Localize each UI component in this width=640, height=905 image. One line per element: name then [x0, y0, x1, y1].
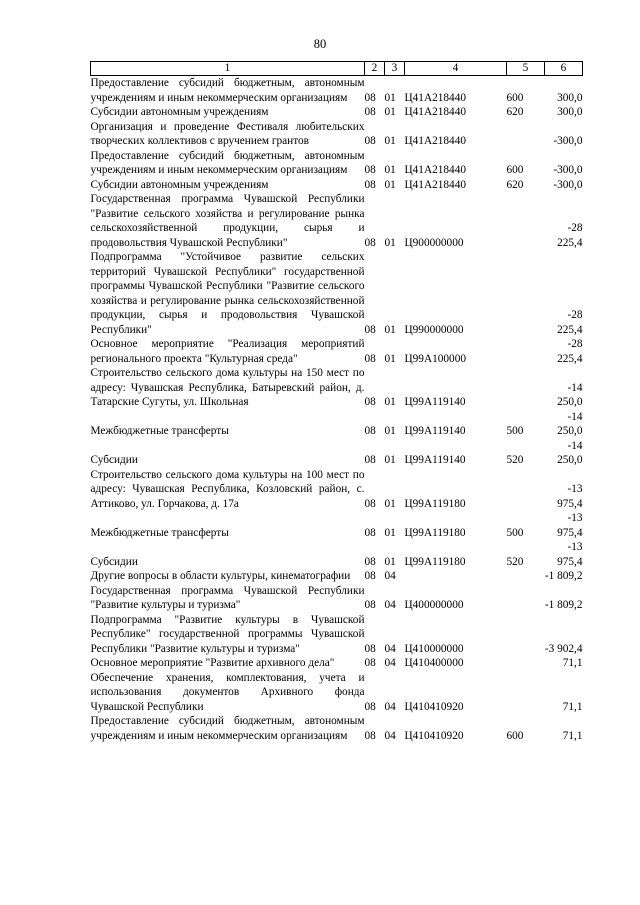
row-section: 08 [364, 178, 376, 191]
row-expense-type [507, 250, 545, 337]
row-subsection: 01 [384, 497, 396, 510]
col-header-subsection: 3 [385, 62, 405, 76]
row-section: 08 [364, 454, 376, 466]
row-amount: -13 975,4 [557, 541, 583, 568]
row-subsection: 01 [384, 352, 396, 365]
row-target-item: Ц410410920 [404, 729, 464, 742]
table-row [91, 584, 583, 613]
row-amount: -28 225,4 [557, 309, 583, 336]
row-target-item: Ц900000000 [404, 236, 464, 249]
row-subsection: 04 [384, 729, 396, 742]
row-expense-type [507, 120, 545, 149]
row-name: Строительство сельского дома культуры на 150 мест по адресу: Чувашская Республика, Батыревский район, д. Татарские Сугуты, ул. Школьная [90, 367, 365, 408]
row-section: 08 [364, 700, 376, 713]
row-name: Организация и проведение Фестиваля любительских творческих коллективов с вручением грантов [90, 120, 365, 147]
row-amount: -14 250,0 [557, 381, 583, 408]
row-name: Субсидии [90, 454, 138, 466]
row-name: Подпрограмма "Устойчивое развитие сельских территорий Чувашской Республики" государственной программы Чувашской Республики "Развитие сельского хозяйства и регулирование рынка сельскохозяйственной продукции, сырья и продовольствия Чувашской Республики" [90, 251, 365, 336]
row-subsection: 01 [384, 526, 396, 539]
row-amount: -1 809,2 [544, 570, 583, 582]
row-name: Подпрограмма "Развитие культуры в Чувашской Республике" государственной программы Чувашской Республики "Развитие культуры и туризма" [90, 613, 365, 655]
row-target-item: Ц99А100000 [404, 352, 467, 365]
row-target-item: Ц99А119180 [404, 555, 466, 568]
row-section: 08 [364, 135, 376, 147]
row-target-item: Ц41А218440 [404, 106, 467, 118]
row-expense-type: 500 [506, 526, 524, 539]
table-row [91, 656, 583, 671]
table-row [91, 149, 583, 178]
row-amount: -13 975,4 [557, 483, 583, 510]
row-amount: 71,1 [562, 700, 583, 713]
row-name: Основное мероприятие "Реализация мероприятий регионального проекта "Культурная среда" [90, 338, 365, 365]
table-body [91, 76, 583, 744]
row-amount: -14 250,0 [557, 410, 583, 437]
row-expense-type: 620 [506, 178, 524, 191]
row-subsection: 04 [384, 700, 396, 713]
row-name: Государственная программа Чувашской Республики "Развитие культуры и туризма" [90, 584, 365, 611]
row-subsection: 01 [384, 106, 396, 118]
row-amount: -300,0 [553, 135, 583, 147]
col-header-expense-type: 5 [507, 62, 545, 76]
row-expense-type [507, 584, 545, 613]
row-subsection: 04 [384, 570, 396, 582]
row-section: 08 [364, 352, 376, 365]
row-subsection: 01 [384, 164, 396, 176]
table-row [91, 250, 583, 337]
row-amount: 71,1 [562, 729, 583, 742]
row-subsection: 01 [384, 135, 396, 147]
row-name: Субсидии автономным учреждениям [90, 178, 269, 191]
row-expense-type: 600 [506, 729, 524, 742]
row-subsection: 01 [384, 454, 396, 466]
row-subsection: 04 [384, 657, 396, 669]
row-name: Субсидии автономным учреждениям [90, 106, 269, 118]
row-name: Другие вопросы в области культуры, кинематографии [90, 570, 351, 582]
row-name: Предоставление субсидий бюджетным, автономным учреждениям и иным некоммерческим организациям [90, 149, 365, 176]
row-target-item: Ц99А119180 [404, 497, 466, 510]
table-row [91, 410, 583, 439]
row-target-item: Ц410000000 [404, 642, 464, 655]
row-section: 08 [364, 425, 376, 437]
row-section: 08 [364, 599, 376, 611]
row-amount: 71,1 [562, 657, 583, 669]
col-header-section: 2 [365, 62, 385, 76]
row-target-item: Ц99А119180 [404, 526, 466, 539]
row-amount: 300,0 [557, 106, 583, 118]
row-subsection: 01 [384, 236, 396, 249]
row-section: 08 [364, 396, 376, 408]
row-amount: -1 809,2 [544, 599, 583, 611]
row-subsection: 01 [384, 555, 396, 568]
row-subsection: 01 [384, 425, 396, 437]
row-name: Предоставление субсидий бюджетным, автономным учреждениям и иным некоммерческим организациям [90, 77, 365, 104]
row-amount: -28 225,4 [557, 222, 583, 249]
row-subsection: 01 [384, 91, 396, 104]
row-name: Межбюджетные трансферты [90, 425, 229, 437]
table-row [91, 511, 583, 540]
row-expense-type [507, 656, 545, 671]
row-expense-type: 600 [506, 164, 524, 176]
row-section: 08 [364, 497, 376, 510]
row-amount: -28 225,4 [557, 338, 583, 365]
row-target-item: Ц410410920 [404, 700, 464, 713]
row-target-item: Ц99А119140 [404, 454, 466, 466]
row-name: Основное мероприятие "Развитие архивного дела" [90, 657, 335, 669]
row-subsection: 04 [384, 599, 396, 611]
row-expense-type: 600 [506, 91, 524, 104]
row-target-item: Ц400000000 [404, 599, 464, 611]
row-amount: 300,0 [557, 91, 583, 104]
table-row [91, 714, 583, 743]
row-expense-type [507, 366, 545, 410]
row-target-item [405, 569, 507, 584]
table-row [91, 120, 583, 149]
row-expense-type: 620 [506, 106, 524, 118]
row-amount: -3 902,4 [544, 642, 583, 655]
table-row [91, 192, 583, 250]
row-amount: -300,0 [553, 178, 583, 191]
row-section: 08 [364, 236, 376, 249]
table-header-row [91, 62, 583, 76]
row-amount: -13 975,4 [557, 512, 583, 539]
row-amount: -14 250,0 [557, 439, 583, 466]
col-header-amount: 6 [545, 62, 583, 76]
table-row [91, 337, 583, 366]
row-target-item: Ц410400000 [404, 657, 464, 669]
row-section: 08 [364, 106, 376, 118]
row-subsection: 01 [384, 323, 396, 336]
row-target-item: Ц990000000 [404, 323, 464, 336]
row-expense-type [507, 569, 545, 584]
row-section: 08 [364, 657, 376, 669]
row-expense-type: 520 [506, 454, 524, 466]
table-row [91, 468, 583, 512]
row-name: Межбюджетные трансферты [90, 526, 229, 539]
table-row [91, 439, 583, 468]
table-row [91, 105, 583, 120]
row-target-item: Ц99А119140 [404, 396, 466, 408]
table-row [91, 540, 583, 569]
row-subsection: 01 [384, 178, 396, 191]
row-expense-type: 500 [506, 425, 524, 437]
row-name: Предоставление субсидий бюджетным, автономным учреждениям и иным некоммерческим организациям [90, 715, 365, 742]
page-number: 80 [313, 37, 327, 51]
row-subsection: 01 [384, 396, 396, 408]
row-target-item: Ц41А218440 [404, 164, 467, 176]
row-target-item: Ц41А218440 [404, 178, 467, 191]
row-expense-type [507, 337, 545, 366]
row-expense-type [507, 468, 545, 512]
row-section: 08 [364, 729, 376, 742]
row-section: 08 [364, 526, 376, 539]
table-row [91, 613, 583, 657]
row-name: Государственная программа Чувашской Республики "Развитие сельского хозяйства и регулирование рынка сельскохозяйственной продукции, сырья и продовольствия Чувашской Республики" [90, 193, 365, 249]
row-amount: -300,0 [553, 164, 583, 176]
row-expense-type [507, 192, 545, 250]
row-name: Строительство сельского дома культуры на 100 мест по адресу: Чувашская Республика, Козловский район, с. Аттиково, ул. Горчакова, д. 17а [90, 468, 365, 510]
table-row [91, 366, 583, 410]
row-section: 08 [364, 164, 376, 176]
table-row [91, 76, 583, 106]
row-expense-type [507, 613, 545, 657]
row-expense-type [507, 671, 545, 715]
row-section: 08 [364, 91, 376, 104]
row-section: 08 [364, 323, 376, 336]
col-header-name: 1 [91, 62, 365, 76]
row-name: Обеспечение хранения, комплектования, учета и использования документов Архивного фонда Чувашской Республики [90, 671, 365, 713]
budget-table [90, 61, 583, 743]
table-row [91, 569, 583, 584]
row-target-item: Ц41А218440 [404, 135, 467, 147]
col-header-target-item: 4 [405, 62, 507, 76]
row-section: 08 [364, 555, 376, 568]
row-name: Субсидии [90, 555, 138, 568]
row-target-item: Ц41А218440 [404, 91, 467, 104]
row-target-item: Ц99А119140 [404, 425, 466, 437]
row-subsection: 04 [384, 642, 396, 655]
row-section: 08 [364, 570, 376, 582]
table-row [91, 178, 583, 193]
table-row [91, 671, 583, 715]
row-section: 08 [364, 642, 376, 655]
row-expense-type: 520 [506, 555, 524, 568]
